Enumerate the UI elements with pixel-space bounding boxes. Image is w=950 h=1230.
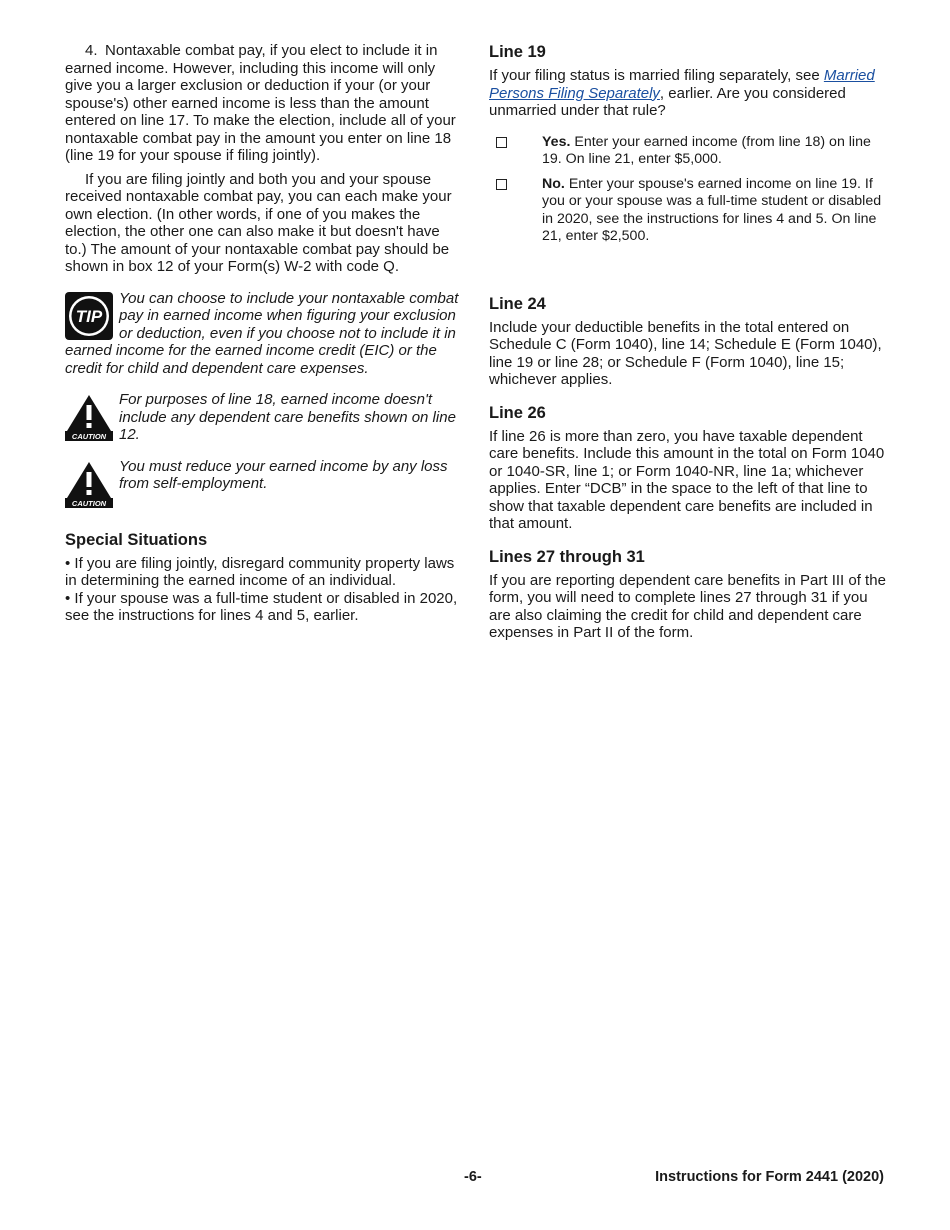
yes-checkbox[interactable] [496,137,507,148]
caution-icon [65,393,113,441]
caution-text-2: You must reduce your earned income by any loss from self-employment. [119,457,448,492]
no-text: Enter your spouse's earned income on line 19. If you or your spouse was a full-time student or disabled in 2020, see the instructions for lines 4 and 5. On line 21, enter $2,500. [542,175,882,244]
yes-label: Yes. [542,133,571,150]
no-label: No. [542,175,565,192]
caution-text-1: For purposes of line 18, earned income doesn't include any dependent care benefits shown on line 12. [119,391,456,443]
special-situations-heading: Special Situations [65,530,208,549]
line-19-yes-option [489,134,887,169]
filing-jointly-paragraph: If you are filing jointly and both you and your spouse received nontaxable combat pay, you can each make your own election. (In other words, if one of you makes the election, the other one can also make it but doesn't have to.) The amount of your nontaxable combat pay should be shown in box 12 of your Form(s) W-2 with code Q. [65,170,452,275]
tip-icon-label: TIP [75,306,103,326]
caution-note-2 [65,458,463,510]
tip-note [65,290,463,378]
page-number: -6- [464,1169,482,1185]
line-24-heading: Line 24 [489,294,546,313]
line-26-heading: Line 26 [489,403,546,422]
tip-text: You can choose to include your nontaxable combat pay in earned income when figuring your exclusion or deduction, even if you choose not to include it in earned income for the earned income credit (EIC) or the credit for child and dependent care expenses. [65,289,459,377]
yes-text: Enter your earned income (from line 18) on line 19. On line 21, enter $5,000. [542,133,871,167]
line-24-text: Include your deductible benefits in the total entered on Schedule C (Form 1040), line 14; Schedule E (Form 1040), line 19 or line 28; or Schedule F (Form 1040), line 15; whichever applies. [489,318,882,388]
line-19-heading: Line 19 [489,43,546,61]
no-checkbox[interactable] [496,179,507,190]
caution-icon-label: CAUTION [71,432,107,441]
caution-icon-label: CAUTION [71,498,107,508]
special-bullet-2: • If your spouse was a full-time student or disabled in 2020, see the instructions for lines 4 and 5, earlier. [65,589,458,624]
left-column [65,42,463,625]
tip-icon [65,292,113,340]
special-bullet-1: • If you are filing jointly, disregard community property laws in determining the earned income of an individual. [65,554,455,589]
bullet-icon: • [65,589,75,607]
right-column [489,42,887,642]
caution-icon [65,460,113,508]
document-title: Instructions for Form 2441 (2020) [655,1169,884,1185]
caution-note-1 [65,391,463,444]
married-persons-filing-separately-link[interactable]: Married Persons Filing Separately [489,67,875,102]
line-26-text: If line 26 is more than zero, you have taxable dependent care benefits. Include this amount in the total on Form 1040 or 1040-SR, line 1; or Form 1040-NR, line 1a; whichever applies. Enter “DCB” in the space to the left of that line to show that taxable dependent care benefits are included in that amount. [489,427,885,532]
item-4-nontaxable-combat-pay: 4. Nontaxable combat pay, if you elect to include it in earned income. However, including this income will only give you a larger exclusion or deduction if your (or your spouse's) other earned income is less than the amount entered on line 17. To make the election, include all of your nontaxable combat pay in the amount you enter on line 18 (line 19 for your spouse if filing jointly). [65,42,456,164]
bullet-icon: • [65,554,75,572]
lines-27-31-text: If you are reporting dependent care benefits in Part III of the form, you will need to complete lines 27 through 31 if you are also claiming the credit for child and dependent care expenses in Part II of the form. [489,571,886,641]
lines-27-31-heading: Lines 27 through 31 [489,547,645,566]
line-19-intro: If your filing status is married filing separately, see Married Persons Filing Separately, earlier. Are you considered unmarried under that rule? [489,67,875,119]
line-19-no-option [489,176,887,246]
